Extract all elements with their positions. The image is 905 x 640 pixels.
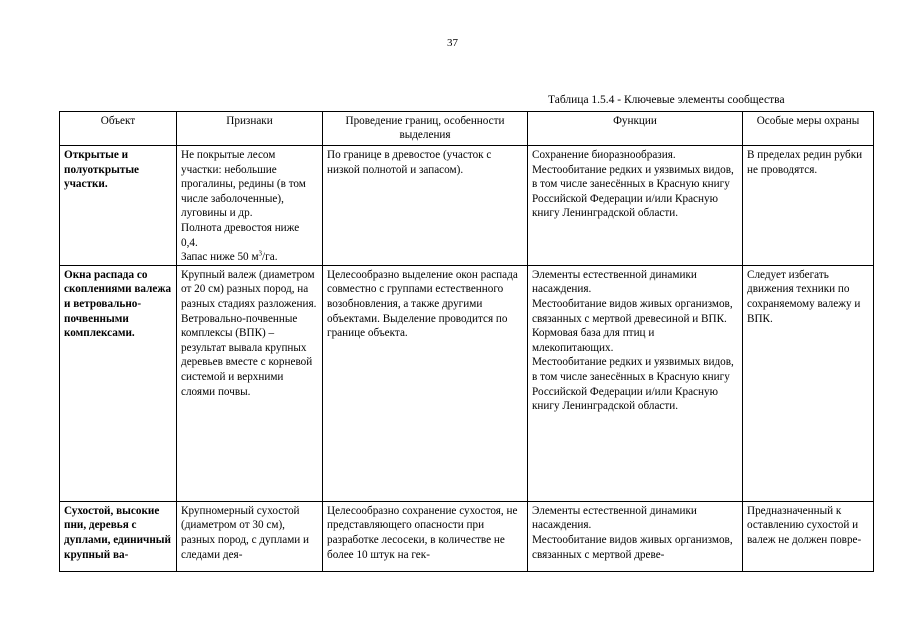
function-line: Местообитание редких и уязвимых видов, в том числе занесённых в Красную книгу Российской Федерации и/или Красную книгу Ленинградской области. (532, 163, 734, 220)
header-features: Признаки (177, 112, 323, 146)
cell-object: Сухостой, высокие пни, деревья с дуплами, единичный крупный ва- (60, 501, 177, 571)
table-row (60, 501, 874, 571)
feature-line: Не покрытые лесом участки: небольшие прогалины, редины (в том числе заболоченные), луговины и др. (181, 149, 306, 220)
stock-sup: 3 (258, 249, 263, 258)
cell-features (177, 501, 323, 571)
cell-functions (528, 146, 743, 266)
cell-protection: В пределах редин рубки не проводятся. (743, 146, 874, 266)
cell-features (177, 265, 323, 501)
key-elements-table (59, 111, 874, 572)
header-functions: Функции (528, 112, 743, 146)
cell-object: Открытые и полуоткрытые участки. (60, 146, 177, 266)
cell-features (177, 146, 323, 266)
function-line: Местообитание видов живых организмов, связанных с мертвой древе- (532, 533, 733, 561)
function-line: Местообитание редких и уязвимых видов, в том числе занесённых в Красную книгу Российской Федерации и/или Красную книгу Ленинградской области. (532, 356, 734, 413)
stock-suffix: /га. (262, 251, 278, 264)
feature-line: Крупный валеж (диаметром от 20 см) разных пород, на разных стадиях разложения. (181, 268, 317, 310)
stock-prefix: Запас ниже 50 м (181, 251, 259, 264)
page-number: 37 (447, 37, 458, 49)
function-line: Элементы естественной динамики насаждения. (532, 504, 697, 532)
cell-functions (528, 265, 743, 501)
feature-line: Крупномерный сухостой (диаметром от 30 см), разных пород, с дуплами и следами дея- (181, 504, 310, 561)
table-caption: Таблица 1.5.4 - Ключевые элементы сообщества (548, 94, 785, 106)
cell-borders: Целесообразно сохранение сухостоя, не представляющего опасности при разработке лесосеки, в количестве не более 10 штук на гек- (323, 501, 528, 571)
header-borders: Проведение границ, особенности выделения (323, 112, 528, 146)
function-line: Местообитание видов живых организмов, связанных с мертвой древесиной и ВПК. (532, 297, 733, 325)
table-row (60, 265, 874, 501)
function-line: Элементы естественной динамики насаждения. (532, 268, 697, 296)
function-line: Сохранение биоразнообразия. (532, 149, 676, 161)
table-row (60, 146, 874, 266)
feature-stock (181, 250, 318, 265)
header-object: Объект (60, 112, 177, 146)
feature-line: Полнота древостоя ниже 0,4. (181, 221, 300, 249)
cell-borders: По границе в древостое (участок с низкой полнотой и запасом). (323, 146, 528, 266)
cell-protection: Предназначенный к оставлению сухостой и валеж не должен повре- (743, 501, 874, 571)
table-header-row (60, 112, 874, 146)
cell-object: Окна распада со скоплениями валежа и ветровально-почвенными комплексами. (60, 265, 177, 501)
cell-functions (528, 501, 743, 571)
function-line: Кормовая база для птиц и млекопитающих. (532, 327, 655, 354)
cell-borders: Целесообразно выделение окон распада совместно с группами естественного возобновления, а также другими объектами. Выделение проводится по границе объекта. (323, 265, 528, 501)
header-protection: Особые меры охраны (743, 112, 874, 146)
cell-protection: Следует избегать движения техники по сохраняемому валежу и ВПК. (743, 265, 874, 501)
feature-line: Ветровально-почвенные комплексы (ВПК) – результат вывала крупных деревьев вместе с корневой системой и верхними слоями почвы. (181, 312, 313, 398)
